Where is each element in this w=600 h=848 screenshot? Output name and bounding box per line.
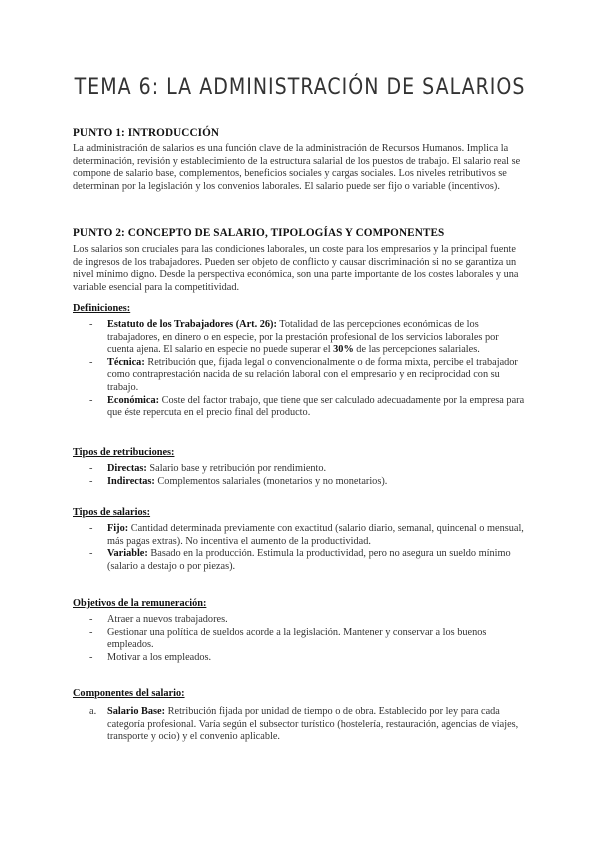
- section-heading: PUNTO 2: CONCEPTO DE SALARIO, TIPOLOGÍAS Y COMPONENTES: [73, 227, 445, 239]
- subheading: Tipos de salarios:: [73, 507, 151, 518]
- page-title: TEMA 6: LA ADMINISTRACIÓN DE SALARIOS: [74, 74, 526, 100]
- componentes-list: [73, 706, 528, 744]
- definiciones-list: [73, 319, 528, 420]
- section-concepto: [73, 227, 528, 294]
- section-introduccion: [73, 127, 528, 193]
- list-item: - Estatuto de los Trabajadores (Art. 26): Totalidad de las percepciones económicas de los trabajadores, en dinero o en especie, por la prestación profesional de los servicios laborales por cuenta ajena. El salario en especie no puede superar el 30% de las percepciones salariales.: [89, 319, 499, 356]
- subheading: Componentes del salario:: [73, 688, 185, 699]
- list-item: - Gestionar una política de sueldos acorde a la legislación. Mantener y conservar a los buenos empleados.: [89, 626, 487, 651]
- tipos-salarios-list: [73, 523, 528, 573]
- tipos-retribuciones-list: [73, 463, 528, 488]
- componentes-block: [73, 687, 528, 744]
- section-paragraph: Los salarios son cruciales para las condiciones laborales, un coste para los empresarios y la principal fuente de ingresos de los trabajadores. Pueden ser objeto de conflicto y causar discriminación si no se garantiza un nivel mínimo digno. Desde la perspectiva económica, son una parte importante de los costes laborales y una variable esencial para la competitividad.: [73, 244, 519, 293]
- list-item: - Fijo: Cantidad determinada previamente con exactitud (salario diario, semanal, quincenal o mensual, más pagas extras). No incentiva el aumento de la productividad.: [89, 523, 524, 547]
- objetivos-list: [73, 614, 528, 664]
- list-item: - Variable: Basado en la producción. Estimula la productividad, pero no asegura un sueldo mínimo (salario a destajo o por piezas).: [89, 548, 511, 572]
- definiciones-block: [73, 302, 528, 420]
- subheading: Definiciones:: [73, 303, 131, 314]
- list-item: - Atraer a nuevos trabajadores.: [89, 614, 228, 625]
- tipos-salarios-block: [73, 506, 528, 573]
- list-item: a. Salario Base: Retribución fijada por unidad de tiempo o de obra. Establecido por ley para cada categoría profesional. Varía según el subsector turístico (hostelería, restauración, agencias de viajes, transporte y ocio) y el convenio aplicable.: [89, 706, 519, 743]
- list-item: - Motivar a los empleados.: [89, 651, 212, 663]
- section-paragraph: La administración de salarios es una función clave de la administración de Recursos Humanos. Implica la determinación, revisión y establecimiento de la estructura salarial de los puestos de trabajo. El salario real se compone de salario base, complementos, beneficios sociales y cargas sociales. Los niveles retributivos se determinan por la legislación y los convenios laborales. El salario puede ser fijo o variable (incentivos).: [73, 143, 521, 192]
- subheading: Tipos de retribuciones:: [73, 447, 175, 458]
- objetivos-block: [73, 597, 528, 664]
- subheading: Objetivos de la remuneración:: [73, 598, 207, 609]
- tipos-retribuciones-block: [73, 446, 528, 488]
- list-item: - Técnica: Retribución que, fijada legal o convencionalmente o de forma mixta, percibe el trabajador como contraprestación nacida de su relación laboral con el empresario y en reciprocidad con su trabajo.: [89, 356, 518, 393]
- section-heading: PUNTO 1: INTRODUCCIÓN: [73, 127, 220, 139]
- list-item: - Económica: Coste del factor trabajo, que tiene que ser calculado adecuadamente por la empresa para que éste repercuta en el precio final del producto.: [89, 394, 525, 419]
- list-item: - Directas: Salario base y retribución por rendimiento.: [89, 463, 327, 474]
- list-item: - Indirectas: Complementos salariales (monetarios y no monetarios).: [89, 475, 388, 487]
